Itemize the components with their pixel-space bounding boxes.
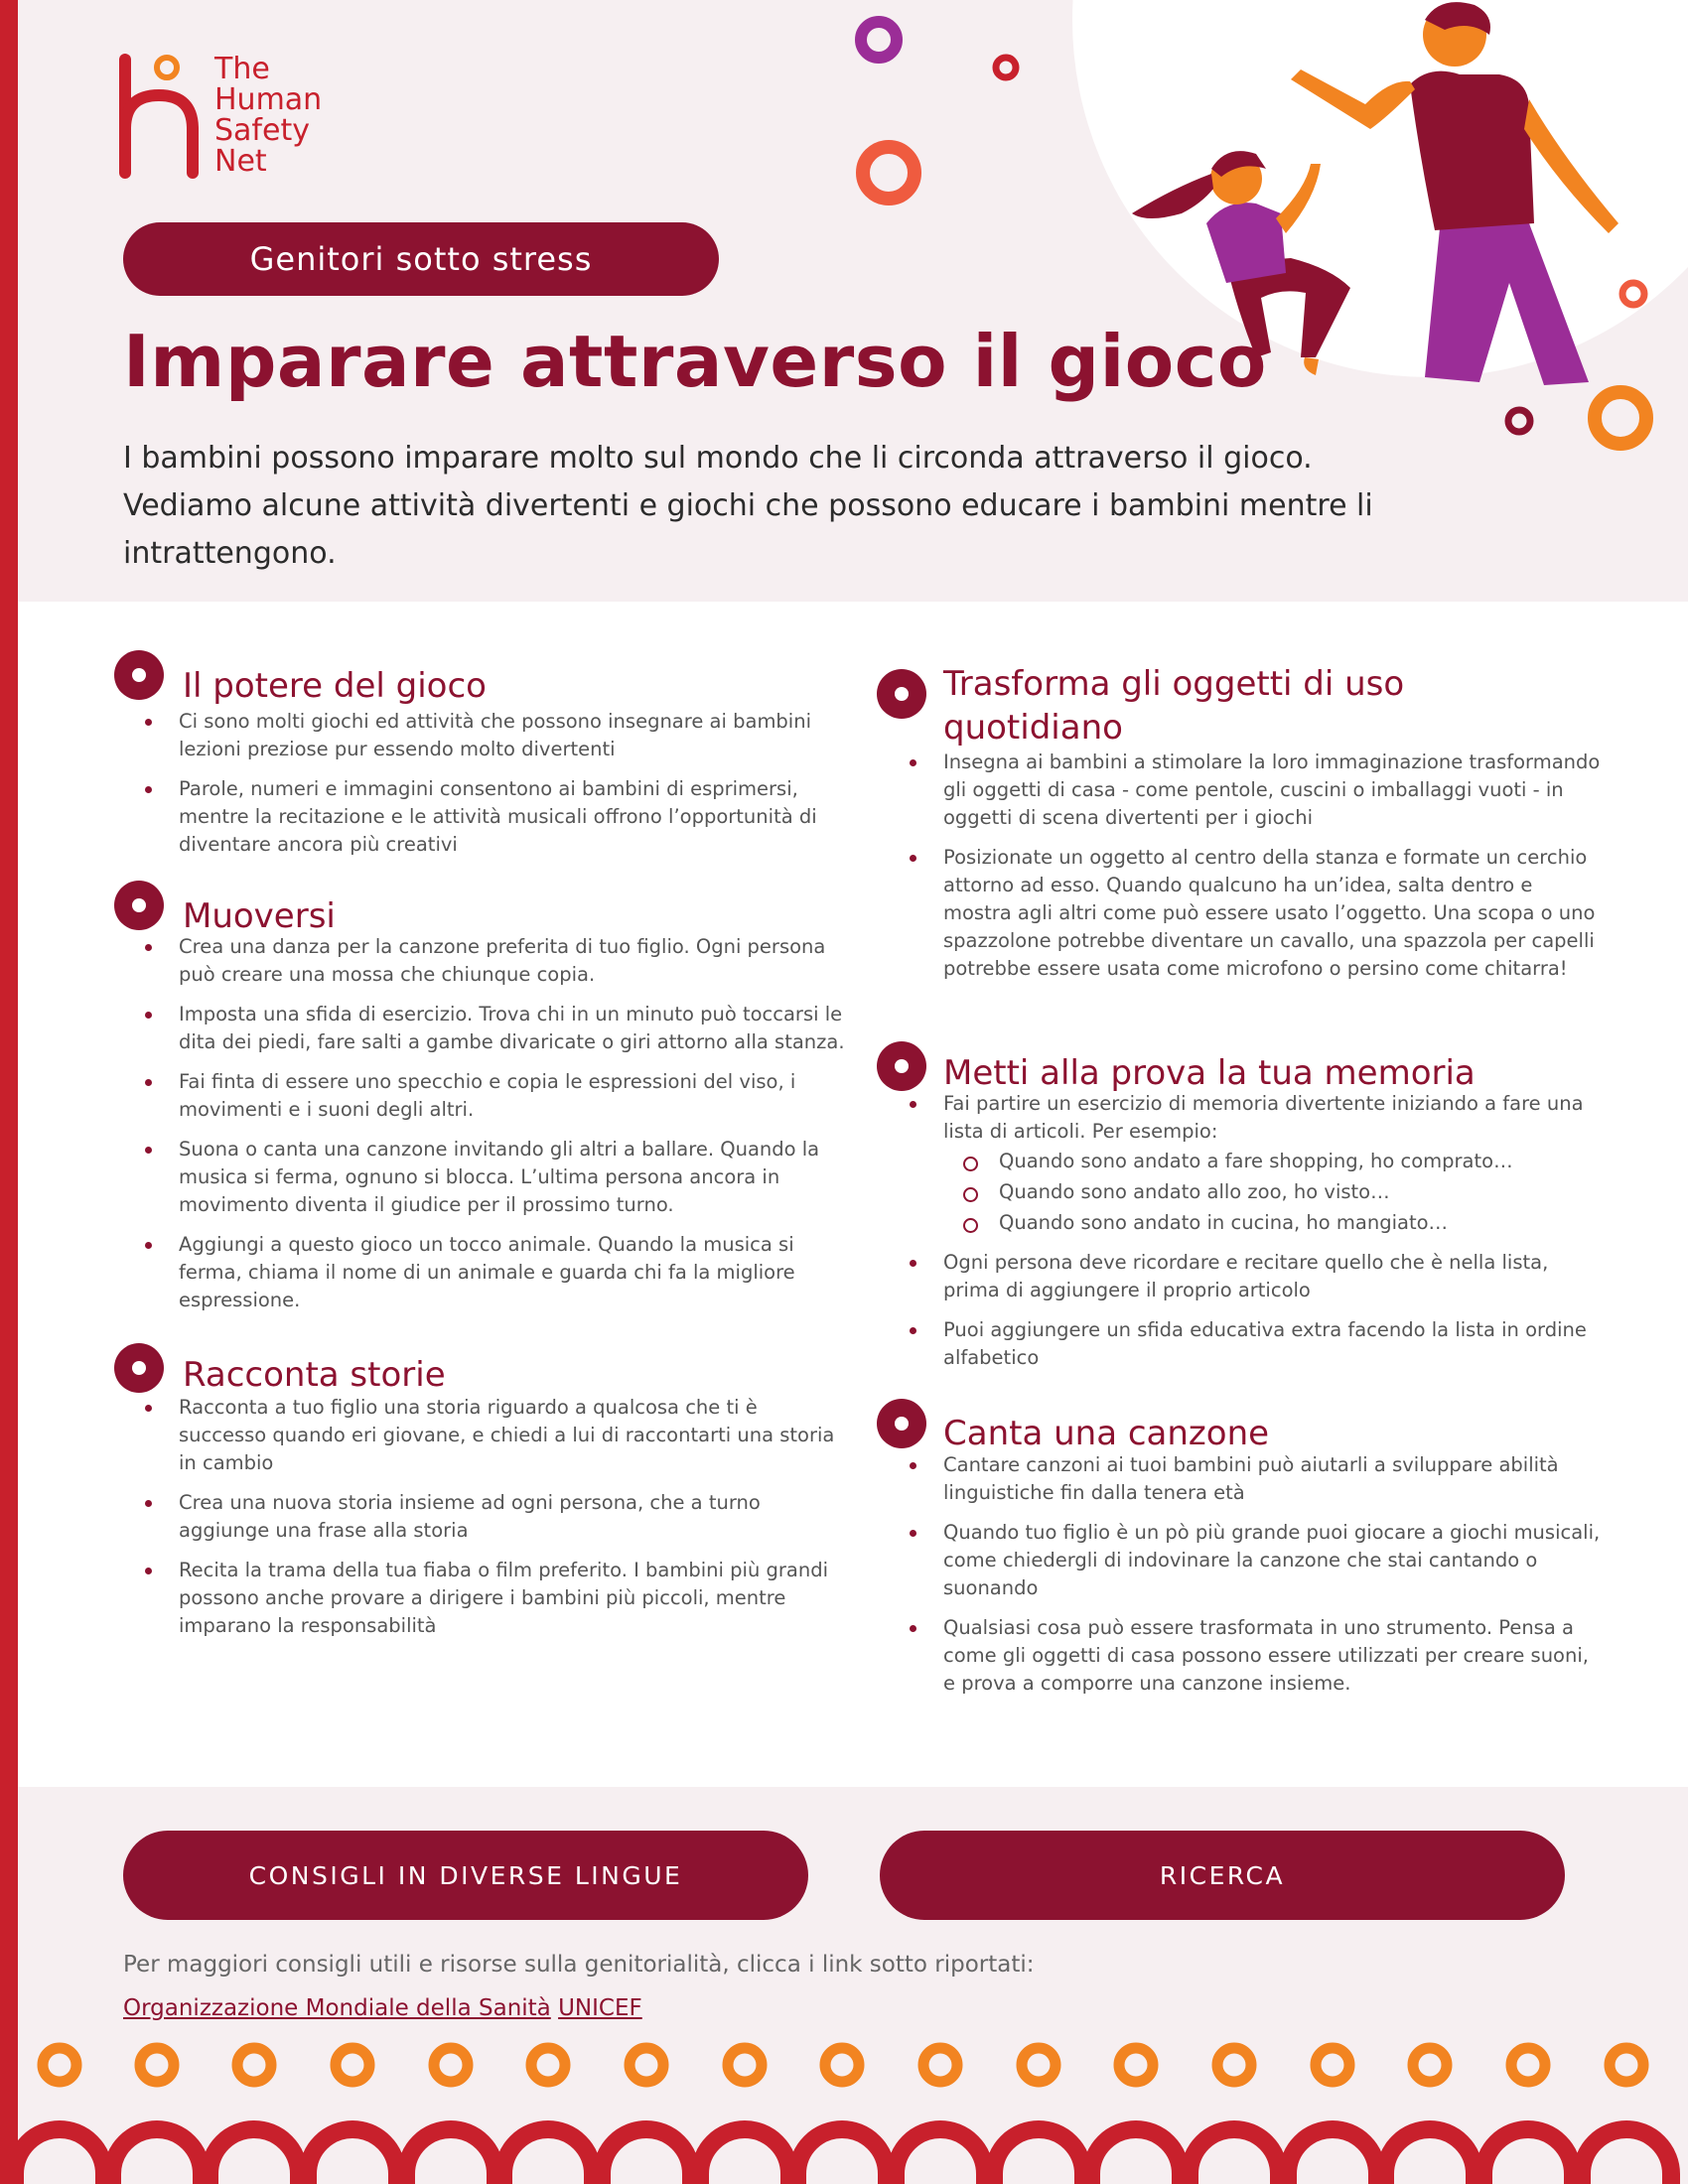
list-item: Aggiungi a questo gioco un tocco animale. Quando la musica si ferma, chiama il nome di un animale e guarda chi fa la migliore espressione.: [143, 1231, 848, 1314]
list-item: Parole, numeri e immagini consentono ai bambini di esprimersi, mentre la recitazione e le attività musicali offrono l’opportunità di diventare ancora più creativi: [143, 775, 848, 859]
unicef-link[interactable]: UNICEF: [558, 1995, 642, 2021]
example-item: Quando sono andato in cucina, ho mangiato…: [943, 1209, 1603, 1237]
section-bullet-icon: [113, 1342, 165, 1394]
list-item: Cantare canzoni ai tuoi bambini può aiutarli a sviluppare abilità linguistiche fin dalla tenera età: [908, 1451, 1603, 1507]
list-item: Suona o canta una canzone invitando gli altri a ballare. Quando la musica si ferma, ognuno si blocca. L’ultima persona ancora in movimento diventa il giudice per il prossimo turno.: [143, 1136, 848, 1219]
list-item: Posizionate un oggetto al centro della stanza e formate un cerchio attorno ad esso. Quando qualcuno ha un’idea, salta dentro e mostra agli altri come può essere usato l’oggetto. Una scopa o uno spazzolone potrebbe diventare un cavallo, una spazzola per capelli potrebbe essere usata come microfono o persino come chitarra!: [908, 844, 1603, 983]
list-item: Crea una nuova storia insieme ad ogni persona, che a turno aggiunge una frase alla storia: [143, 1489, 848, 1545]
section-potere-del-gioco: [113, 649, 848, 858]
section-canta-canzone: [876, 1398, 1611, 1715]
section-bullet-icon: [113, 649, 165, 701]
logo-wordmark: [214, 54, 322, 177]
languages-tips-button[interactable]: CONSIGLI IN DIVERSE LINGUE: [123, 1831, 808, 1920]
list-item: Fai finta di essere uno specchio e copia le espressioni del viso, i movimenti e i suoni degli altri.: [143, 1068, 848, 1124]
list-item: Ci sono molti giochi ed attività che possono insegnare ai bambini lezioni preziose pur essendo molto divertenti: [143, 708, 848, 763]
list-item: Qualsiasi cosa può essere trasformata in uno strumento. Pensa a come gli oggetti di casa possono essere utilizzati per creare suoni, e prova a comporre una canzone insieme.: [908, 1614, 1603, 1698]
footer-note: Per maggiori consigli utili e risorse sulla genitorialità, clicca i link sotto riportati:: [123, 1952, 1035, 1978]
section-memoria: [876, 1040, 1611, 1378]
section-title: [943, 662, 1404, 750]
logo-line: Net: [214, 144, 267, 179]
section-bullet-icon: [876, 668, 927, 720]
list-item: Puoi aggiungere un sfida educativa extra facendo la lista in ordine alfabetico: [908, 1316, 1603, 1372]
logo-line: Human: [214, 82, 323, 117]
list-item: Ogni persona deve ricordare e recitare quello che è nella lista, prima di aggiungere il proprio articolo: [908, 1249, 1603, 1304]
section-bullet-icon: [113, 880, 165, 931]
series-label-pill: Genitori sotto stress: [123, 222, 719, 296]
logo-line: Safety: [214, 113, 310, 148]
who-link[interactable]: Organizzazione Mondiale della Sanità: [123, 1995, 551, 2021]
section-bullet-icon: [876, 1398, 927, 1449]
section-racconta-storie: [113, 1342, 848, 1640]
intro-paragraph: I bambini possono imparare molto sul mondo che li circonda attraverso il gioco. Vediamo alcune attività divertenti e giochi che possono educare i bambini mentre li intrattengono.: [123, 441, 1373, 571]
list-item: Crea una danza per la canzone preferita di tuo figlio. Ogni persona può creare una mossa che chiunque copia.: [143, 933, 848, 989]
left-accent-stripe: [0, 0, 18, 2184]
list-item: [908, 1090, 1603, 1237]
list-item: Imposta una sfida di esercizio. Trova chi in un minuto può toccarsi le dita dei piedi, fare salti a gambe divaricate o giri attorno alla stanza.: [143, 1001, 848, 1056]
list-item: Racconta a tuo figlio una storia riguardo a qualcosa che ti è successo quando eri giovane, e chiedi a lui di raccontarti una storia in cambio: [143, 1394, 848, 1477]
research-button[interactable]: RICERCA: [880, 1831, 1565, 1920]
logo-line: The: [214, 52, 270, 86]
section-title: Metti alla prova la tua memoria: [943, 1053, 1476, 1093]
decorative-border-icon: [0, 2035, 1688, 2184]
section-title: Racconta storie: [183, 1355, 446, 1395]
section-bullet-icon: [876, 1040, 927, 1092]
list-item-text: Fai partire un esercizio di memoria divertente iniziando a fare una lista di articoli. Per esempio:: [943, 1092, 1584, 1143]
section-title: Canta una canzone: [943, 1414, 1270, 1453]
example-item: Quando sono andato a fare shopping, ho comprato…: [943, 1148, 1603, 1175]
section-title-line: Trasforma gli oggetti di uso: [943, 664, 1405, 704]
list-item: Insegna ai bambini a stimolare la loro immaginazione trasformando gli oggetti di casa - come pentole, cuscini o imballaggi vuoti - in oggetti di scena divertenti per i giochi: [908, 749, 1603, 832]
list-item: Quando tuo figlio è un pò più grande puoi giocare a giochi musicali, come chiedergli di indovinare la canzone che stai cantando o suonando: [908, 1519, 1603, 1602]
section-title-line: quotidiano: [943, 708, 1123, 748]
section-trasforma-oggetti: [876, 664, 1611, 1025]
section-muoversi: [113, 880, 848, 1316]
section-title: Il potere del gioco: [183, 666, 487, 706]
page-title: Imparare attraverso il gioco: [123, 320, 1267, 403]
footer-links: [123, 1995, 642, 2021]
example-item: Quando sono andato allo zoo, ho visto…: [943, 1178, 1603, 1206]
section-title: Muoversi: [183, 896, 336, 936]
list-item: Recita la trama della tua fiaba o film preferito. I bambini più grandi possono anche provare a dirigere i bambini più piccoli, mentre imparano la responsabilità: [143, 1557, 848, 1640]
